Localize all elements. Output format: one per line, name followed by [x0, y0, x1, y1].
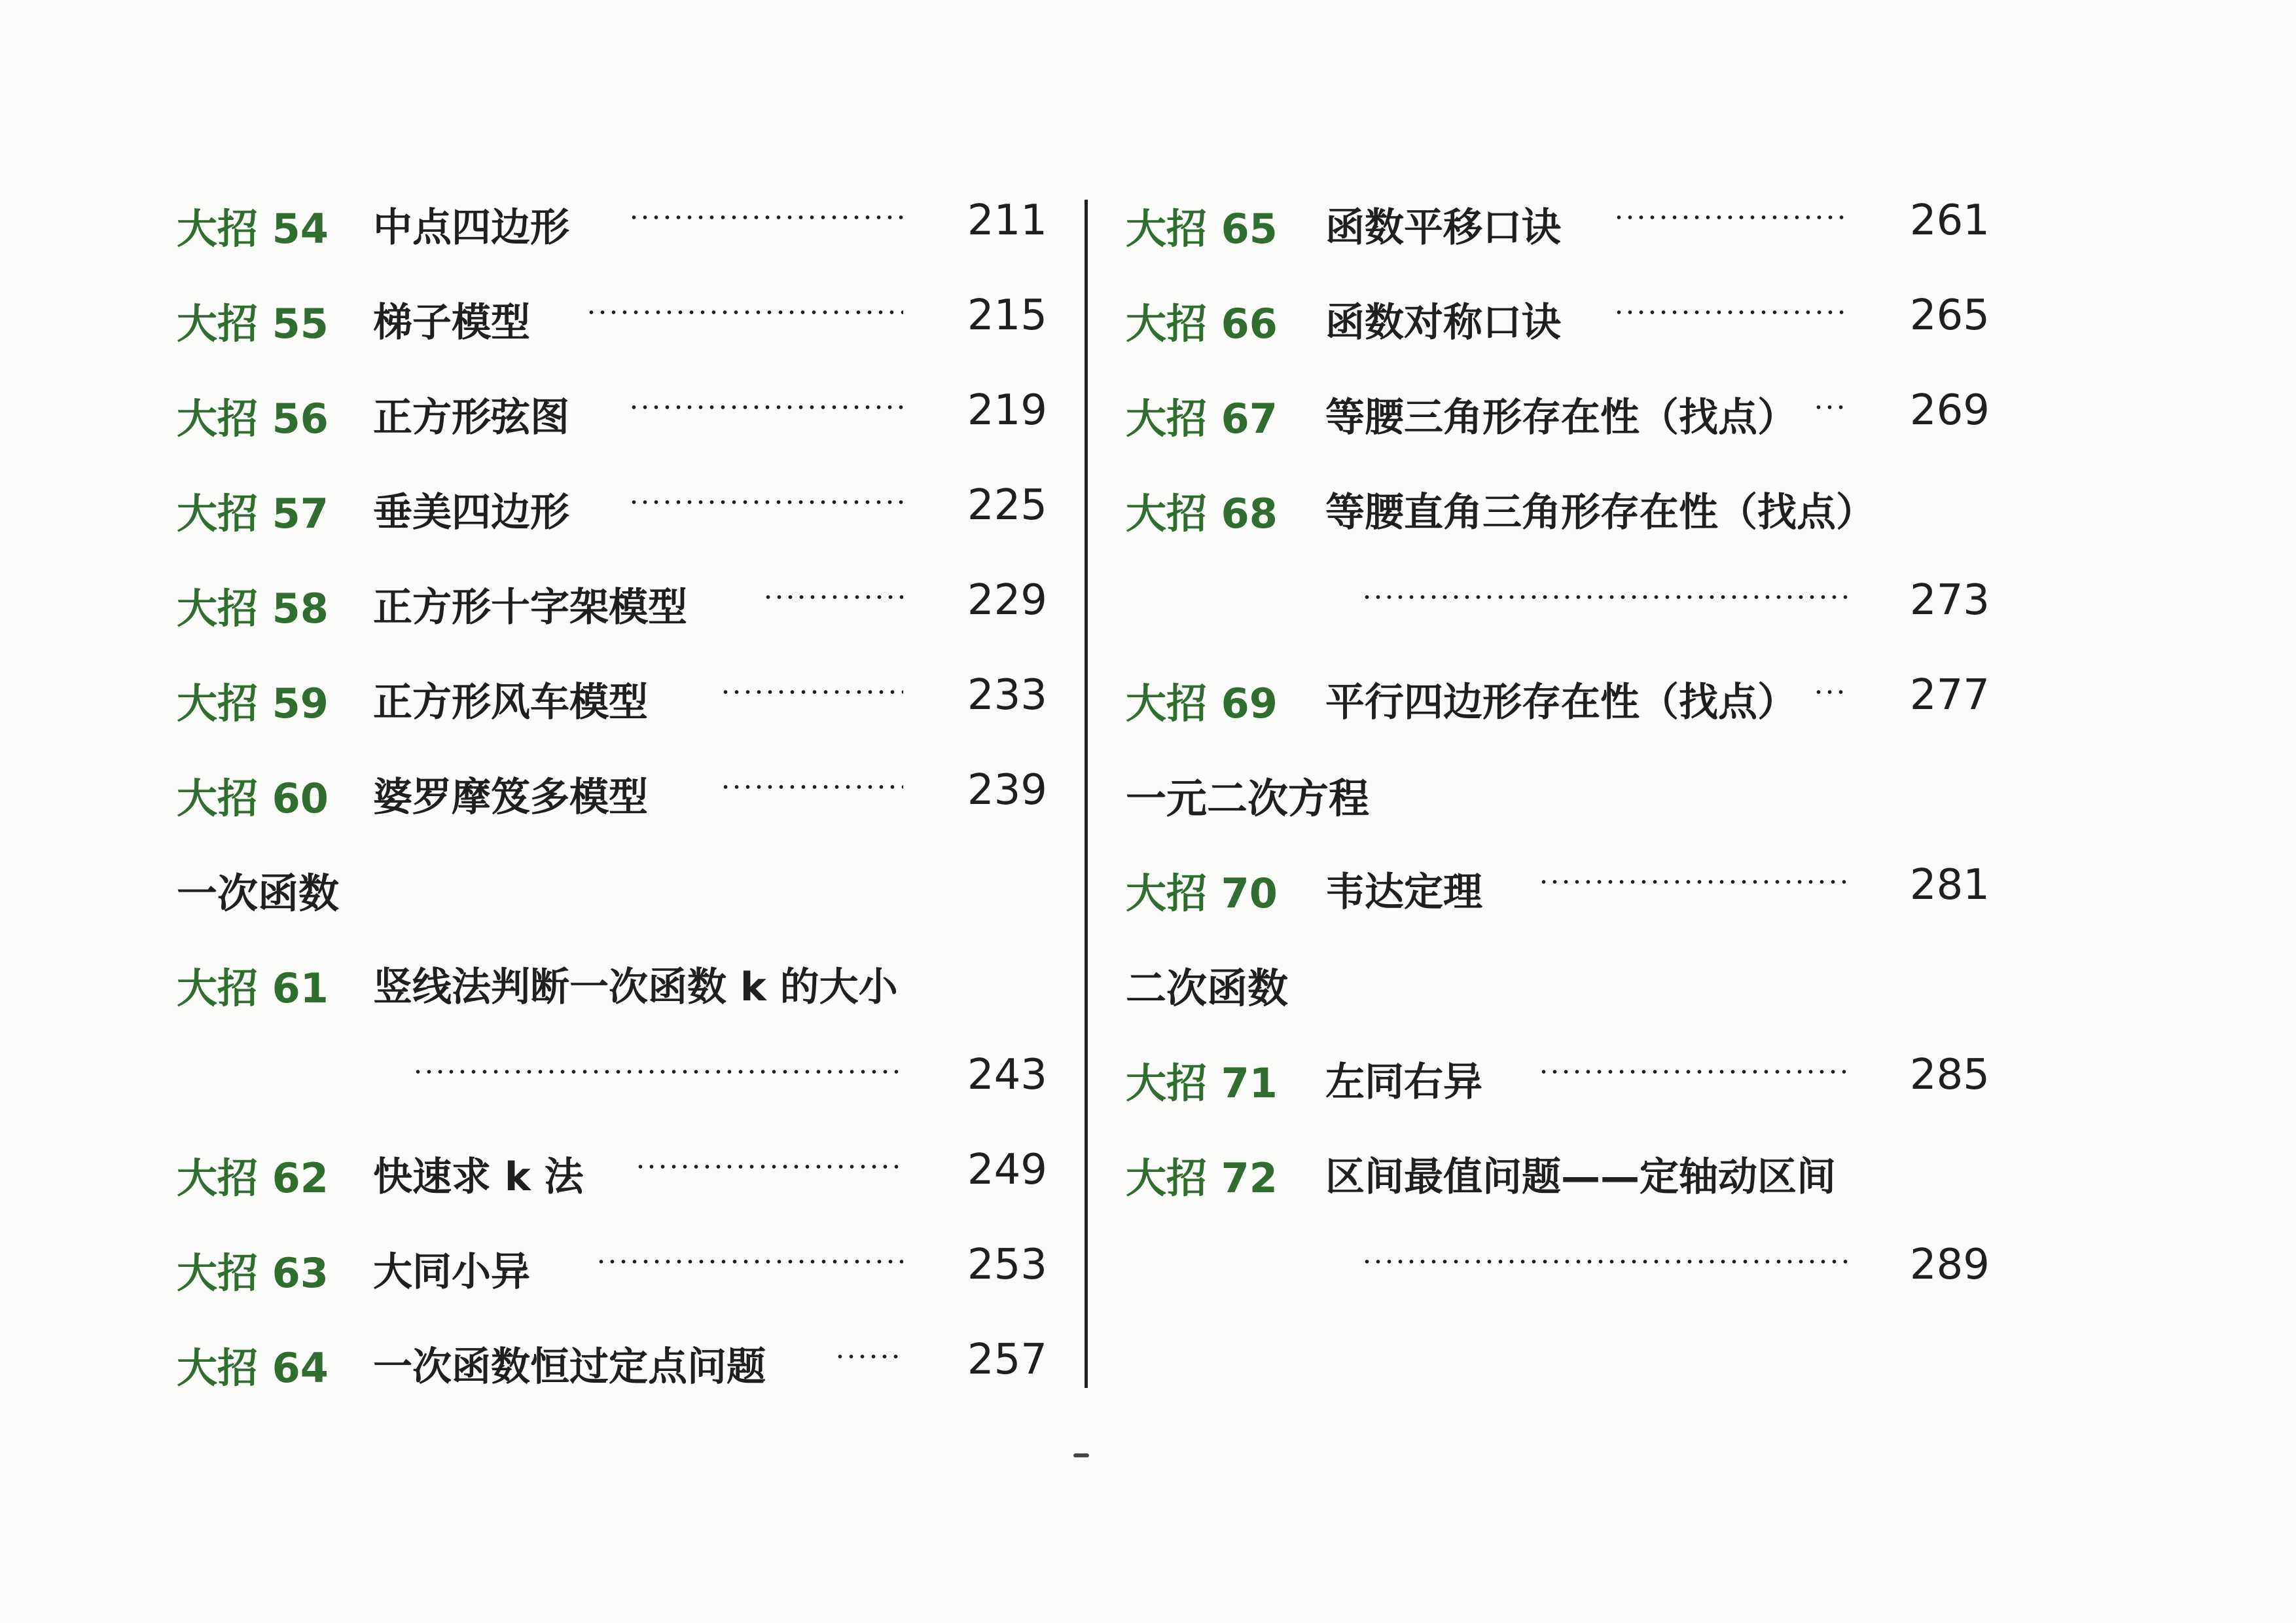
dot-leader [720, 689, 903, 695]
dot-leader [1613, 310, 1849, 315]
entry-label: 大招 70 [1126, 869, 1278, 917]
entry-label: 大招 63 [177, 1249, 329, 1297]
entry-label: 大招 62 [177, 1154, 329, 1202]
dot-leader [586, 310, 903, 315]
toc-entry[interactable] [1126, 651, 1990, 746]
toc-entry[interactable] [1126, 272, 1990, 367]
dot-leader [720, 784, 903, 790]
entry-label: 大招 67 [1126, 395, 1278, 443]
toc-entry[interactable] [177, 746, 1047, 841]
entry-title: 快速求 k 法 [373, 1154, 584, 1200]
entry-title: 中点四边形 [373, 205, 569, 251]
entry-page: 289 [1909, 1241, 1990, 1289]
entry-page: 229 [967, 576, 1047, 625]
entry-label: 大招 65 [1126, 205, 1278, 253]
entry-page: 219 [967, 386, 1047, 435]
entry-label: 大招 60 [177, 775, 329, 822]
toc-entry[interactable] [177, 272, 1047, 367]
dot-leader [412, 1069, 903, 1074]
entry-title: 左同右异 [1325, 1059, 1482, 1105]
print-smudge [1073, 1453, 1089, 1457]
entry-title: 一次函数恒过定点问题 [373, 1344, 766, 1390]
dot-leader [628, 215, 903, 220]
toc-entry[interactable] [177, 1316, 1047, 1411]
entry-title: 竖线法判断一次函数 k 的大小 [373, 964, 898, 1010]
entry-page: 215 [967, 291, 1047, 340]
entry-page: 257 [967, 1336, 1047, 1384]
toc-entry[interactable] [1126, 177, 1990, 272]
entry-page: 249 [967, 1146, 1047, 1194]
toc-entry[interactable] [177, 177, 1047, 272]
entry-page: 243 [967, 1051, 1047, 1099]
section-title: 一元二次方程 [1126, 775, 1370, 822]
entry-label: 大招 66 [1126, 300, 1278, 348]
entry-label: 大招 55 [177, 300, 329, 348]
dot-leader [596, 1259, 903, 1264]
entry-label: 大招 54 [177, 205, 329, 253]
dot-leader [635, 1164, 903, 1169]
dot-leader [1538, 1069, 1849, 1074]
entry-page: 233 [967, 671, 1047, 720]
entry-page: 261 [1909, 196, 1990, 245]
entry-title: 正方形风车模型 [373, 680, 648, 725]
entry-label: 大招 68 [1126, 490, 1278, 538]
section-title: 二次函数 [1126, 964, 1289, 1012]
entry-page: 211 [967, 196, 1047, 245]
entry-page: 253 [967, 1241, 1047, 1289]
dot-leader [1813, 689, 1849, 695]
dot-leader [628, 405, 903, 410]
entry-page: 239 [967, 766, 1047, 814]
section-title: 一次函数 [177, 869, 340, 917]
entry-title: 平行四边形存在性（找点） [1325, 680, 1797, 725]
entry-page: 285 [1909, 1051, 1990, 1099]
dot-leader [1361, 594, 1849, 600]
toc-entry[interactable] [177, 462, 1047, 556]
entry-label: 大招 57 [177, 490, 329, 538]
dot-leader [628, 500, 903, 505]
toc-entry[interactable] [177, 936, 1047, 1126]
right-column [1126, 177, 1990, 1316]
entry-label: 大招 61 [177, 964, 329, 1012]
left-column [177, 177, 1047, 1411]
entry-title: 函数平移口诀 [1325, 205, 1561, 251]
toc-entry[interactable] [1126, 1031, 1990, 1126]
entry-title: 垂美四边形 [373, 490, 569, 536]
entry-page: 225 [967, 481, 1047, 530]
section-heading [177, 841, 1047, 936]
entry-page: 269 [1909, 386, 1990, 435]
column-divider [1085, 200, 1088, 1388]
toc-entry[interactable] [1126, 841, 1990, 936]
entry-page: 273 [1909, 576, 1990, 625]
dot-leader [1538, 879, 1849, 884]
entry-label: 大招 71 [1126, 1059, 1278, 1107]
entry-label: 大招 64 [177, 1344, 329, 1392]
entry-label: 大招 59 [177, 680, 329, 727]
toc-entry[interactable] [177, 367, 1047, 462]
entry-title: 函数对称口诀 [1325, 300, 1561, 346]
entry-title: 大同小异 [373, 1249, 530, 1295]
entry-label: 大招 58 [177, 585, 329, 632]
entry-label: 大招 72 [1126, 1154, 1278, 1202]
toc-entry[interactable] [1126, 1126, 1990, 1316]
entry-label: 大招 69 [1126, 680, 1278, 727]
toc-entry[interactable] [177, 1221, 1047, 1316]
entry-page: 281 [1909, 861, 1990, 909]
entry-title: 婆罗摩笈多模型 [373, 775, 648, 820]
entry-title: 等腰直角三角形存在性（找点） [1325, 490, 1875, 536]
toc-entry[interactable] [1126, 367, 1990, 462]
entry-title: 正方形弦图 [373, 395, 569, 441]
toc-entry[interactable] [177, 556, 1047, 651]
entry-title: 等腰三角形存在性（找点） [1325, 395, 1797, 441]
section-heading [1126, 936, 1990, 1031]
dot-leader [1813, 405, 1849, 410]
toc-entry[interactable] [1126, 462, 1990, 651]
entry-page: 265 [1909, 291, 1990, 340]
entry-title: 韦达定理 [1325, 869, 1482, 915]
entry-title: 区间最值问题——定轴动区间 [1325, 1154, 1836, 1200]
toc-entry[interactable] [177, 651, 1047, 746]
entry-page: 277 [1909, 671, 1990, 720]
section-heading [1126, 746, 1990, 841]
toc-entry[interactable] [177, 1126, 1047, 1221]
dot-leader [762, 594, 903, 600]
entry-title: 梯子模型 [373, 300, 530, 346]
entry-title: 正方形十字架模型 [373, 585, 687, 630]
dot-leader [834, 1354, 903, 1359]
dot-leader [1613, 215, 1849, 220]
entry-label: 大招 56 [177, 395, 329, 443]
dot-leader [1361, 1259, 1849, 1264]
